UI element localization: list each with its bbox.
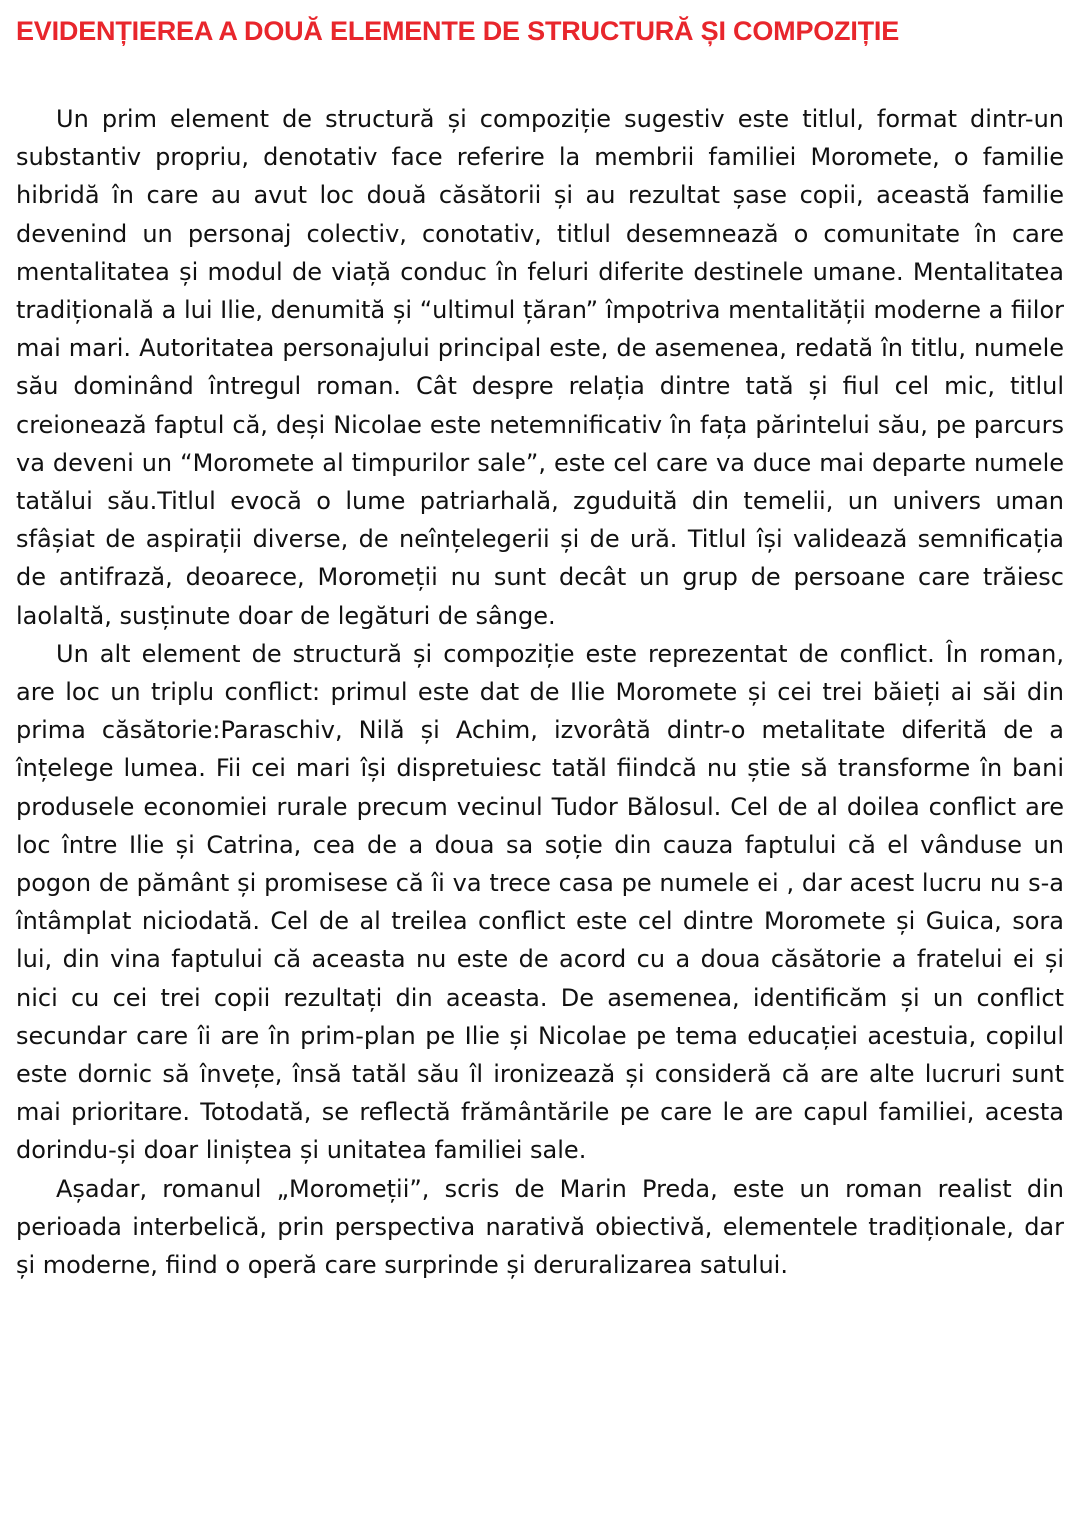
paragraph-conclusion: Așadar, romanul „Moromeții”, scris de Marin Preda, este un roman realist din perioada interbelică, prin perspectiva narativă obiectivă, elementele tradiționale, dar și moderne, fiind o operă care surprinde și deruralizarea satului. [16, 1174, 1064, 1280]
document-body [16, 100, 1064, 1284]
document-title: EVIDENȚIEREA A DOUĂ ELEMENTE DE STRUCTURĂ ȘI COMPOZIȚIE [16, 16, 900, 46]
paragraph-title-analysis: Un prim element de structură și compoziție sugestiv este titlul, format dintr-un substantiv propriu, denotativ face referire la membrii familiei Moromete, o familie hibridă în care au avut loc două căsătorii și au rezultat șase copii, această familie devenind un personaj colectiv, conotativ, titlul desemnează o comunitate în care mentalitatea și modul de viață conduc în feluri diferite destinele umane. Mentalitatea tradițională a lui Ilie, denumită și “ultimul țăran” împotriva mentalității moderne a fiilor mai mari. Autoritatea personajului principal este, de asemenea, redată în titlu, numele său dominând întregul roman. Cât despre relația dintre tată și fiul cel mic, titlul creionează faptul că, deși Nicolae este netemnificativ în fața părintelui său, pe parcurs va deveni un “Moromete al timpurilor sale”, este cel care va duce mai departe numele tatălui său.Titlul evocă o lume patriarhală, zguduită din temelii, un univers uman sfâșiat de aspirații diverse, de neînțelegerii și de ură. Titlul își validează semnificația de antifrază, deoarece, Moromeții nu sunt decât un grup de persoane care trăiesc laolaltă, susținute doar de legături de sânge. [16, 105, 1064, 630]
paragraph-conflict-analysis: Un alt element de structură și compoziție este reprezentat de conflict. În roman, are loc un triplu conflict: primul este dat de Ilie Moromete și cei trei băieți ai săi din prima căsătorie:Paraschiv, Nilă și Achim, izvorâtă dintr-o metalitate diferită de a înțelege lumea. Fii cei mari își dispretuiesc tatăl fiindcă nu știe să transforme în bani produsele economiei rurale precum vecinul Tudor Bălosul. Cel de al doilea conflict are loc între Ilie și Catrina, cea de a doua sa soție din cauza faptului că el vânduse un pogon de pământ și promisese că îi va trece casa pe numele ei , dar acest lucru nu s-a întâmplat niciodată. Cel de al treilea conflict este cel dintre Moromete și Guica, sora lui, din vina faptului că aceasta nu este de acord cu a doua căsătorie a fratelui ei și nici cu cei trei copii rezultați din aceasta. De asemenea, identificăm și un conflict secundar care îi are în prim-plan pe Ilie și Nicolae pe tema educației acestuia, copilul este dornic să învețe, însă tatăl său îl ironizează și consideră că are alte lucruri sunt mai prioritare. Totodată, se reflectă frământările pe care le are capul familiei, acesta dorindu-și doar liniștea și unitatea familiei sale. [16, 639, 1064, 1165]
